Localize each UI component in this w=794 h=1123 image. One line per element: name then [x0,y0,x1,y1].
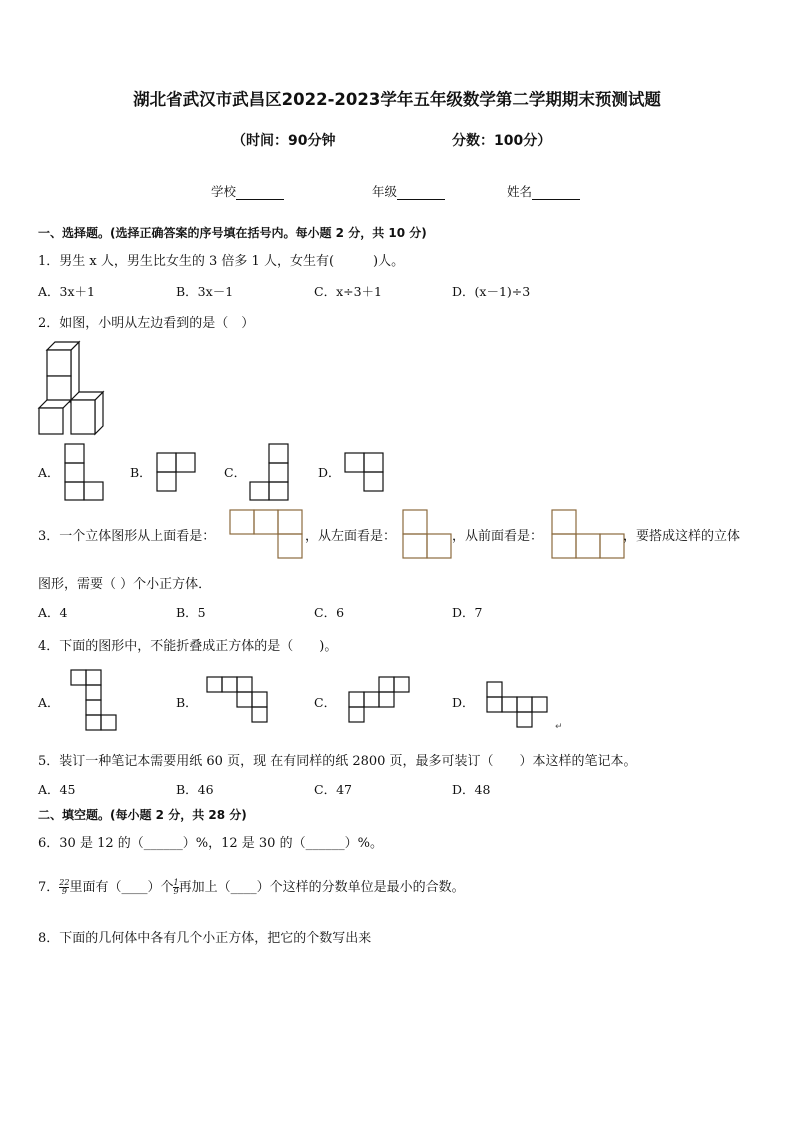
q5-option-c: C．47 [314,782,352,797]
q1-text: 1．男生 x 人，男生比女生的 3 倍多 1 人，女生有( )人。 [38,254,405,269]
q2-cube-stack-figure [36,342,110,438]
section1-heading: 一、选择题。(选择正确答案的序号填在括号内。每小题 2 分，共 10 分) [38,226,427,240]
q2-label-c: C． [224,465,247,480]
q7-fraction-22-9 [59,879,69,896]
q7-mid2: 再加上（____）个这样的分数单位是最小的合数。 [178,880,465,895]
q2-option-d-figure [344,452,384,492]
q4-option-d-net [486,681,566,732]
section2-heading: 二、填空题。(每小题 2 分，共 28 分) [38,808,247,822]
q4-label-a: A． [38,695,60,710]
q4-label-b: B． [176,695,198,710]
q7-frac1-denominator: 9 [61,887,67,896]
q3-top-view-figure [229,509,303,559]
q5-option-b: B．46 [176,782,214,797]
q4-option-a-net [70,669,118,731]
grade-blank[interactable] [397,187,445,200]
q3-text-part4: ，要搭成这样的立体 [623,529,741,544]
q1-option-c: C．x÷3＋1 [314,284,382,299]
q2-label-b: B． [130,465,152,480]
name-blank[interactable] [532,187,580,200]
q1-option-a: A．3x＋1 [38,284,95,299]
page-title: 湖北省武汉市武昌区2022-2023学年五年级数学第二学期期末预测试题 [133,90,661,109]
q3-option-c: C．6 [314,605,345,620]
q1-option-d: D．(x－1)÷3 [452,284,531,299]
q2-label-d: D． [318,465,341,480]
q3-front-view-figure [551,509,625,559]
q4-option-b-net [206,676,270,724]
svg-text:↵: ↵ [555,722,563,732]
exam-time: （时间：90分钟 [232,133,336,149]
grade-label: 年级 [372,184,398,199]
q3-option-a: A．4 [38,605,68,620]
q1-option-b: B．3x－1 [176,284,234,299]
q4-label-d: D． [452,695,475,710]
q3-text-part3: ，从前面看是： [452,529,544,544]
q5-option-d: D．48 [452,782,491,797]
q2-option-a-figure [64,443,104,501]
q3-text-line2: 图形，需要（ ）个小正方体． [38,577,212,592]
grade-field [372,182,445,200]
q3-option-d: D．7 [452,605,483,620]
q4-label-c: C． [314,695,337,710]
exam-score: 分数：100分） [452,133,552,149]
q7-frac2-numerator: 1 [173,878,179,887]
q7-prefix: 7． [38,880,60,895]
q4-text: 4．下面的图形中，不能折叠成正方体的是（ )。 [38,639,338,654]
school-field [211,182,284,200]
q7-mid1: 里面有（____）个 [69,880,174,895]
q6-text: 6．30 是 12 的（______）%，12 是 30 的（______）%。 [38,836,383,851]
q7-text [38,876,465,896]
q2-text: 2．如图，小明从左边看到的是（ ） [38,316,255,331]
q7-frac2-denominator: 9 [173,887,179,896]
q8-text: 8．下面的几何体中各有几个小正方体，把它的个数写出来 [38,931,372,946]
q3-text-part1: 3．一个立体图形从上面看是： [38,529,216,544]
q3-left-view-figure [402,509,452,559]
name-label: 姓名 [507,184,533,199]
q3-text-part2: ，从左面看是： [305,529,397,544]
name-field [507,182,580,200]
q7-frac1-numerator: 22 [59,878,70,887]
q4-option-c-net [348,676,412,724]
q5-text: 5．装订一种笔记本需要用纸 60 页，现 在有同样的纸 2800 页，最多可装订（ ）本这样的笔记本。 [38,754,637,769]
school-blank[interactable] [236,187,284,200]
q3-option-b: B．5 [176,605,206,620]
school-label: 学校 [211,184,237,199]
q2-option-c-figure [249,443,289,501]
q2-label-a: A． [38,465,60,480]
q2-option-b-figure [156,452,196,492]
q5-option-a: A．45 [38,782,76,797]
